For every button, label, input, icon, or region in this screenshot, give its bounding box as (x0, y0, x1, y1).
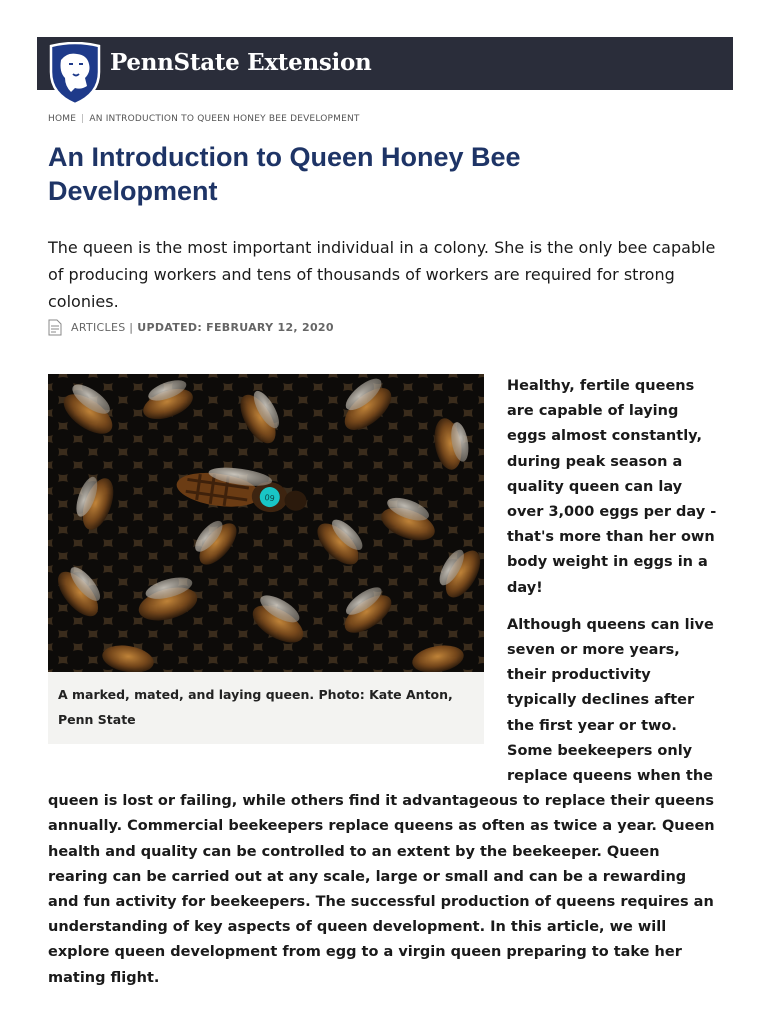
body-paragraph: Healthy, fertile queens are capable of laying eggs almost constantly, during peak season a quality queen can lay over 3,000 eggs per day - that's more than her own body weight in eggs in a day! (507, 378, 717, 596)
breadcrumb-separator: | (81, 114, 85, 124)
article-lede: The queen is the most important individual in a colony. She is the only bee capable of producing workers and tens of thousands of workers are required for strong colonies. (48, 238, 716, 311)
article-type-link[interactable]: ARTICLES | (71, 320, 134, 334)
site-header (37, 37, 733, 90)
breadcrumb (48, 114, 360, 124)
svg-text:09: 09 (263, 492, 276, 504)
article-body (48, 374, 720, 1003)
breadcrumb-home-link[interactable]: HOME (48, 114, 77, 124)
article-meta (48, 318, 334, 336)
page-title: An Introduction to Queen Honey Bee Development (48, 142, 521, 206)
brand-wordmark[interactable]: PennState Extension (110, 49, 372, 76)
nittany-lion-shield-icon[interactable] (47, 42, 103, 106)
figure-caption: A marked, mated, and laying queen. Photo: Kate Anton, Penn State (58, 687, 453, 727)
breadcrumb-current: AN INTRODUCTION TO QUEEN HONEY BEE DEVELOPMENT (89, 114, 360, 124)
updated-date: UPDATED: FEBRUARY 12, 2020 (137, 320, 334, 334)
document-icon (48, 319, 62, 336)
figure-spacer (48, 374, 507, 780)
body-paragraph: Although queens can live seven or more years, their productivity typically declines after the first year or two. Some beekeepers only replace queens when the queen is lost or failing, while others find it advantageous to replace their queens annually. Commercial beekeepers replace queens as often as twice a year. Queen health and quality can be controlled to an extent by the beekeeper. Queen rearing can be carried out at any scale, large or small and can be a rewarding and fun activity for beekeepers. The successful production of queens requires an understanding of key aspects of queen development. In this article, we will explore queen development from egg to a virgin queen preparing to take her mating flight. (48, 616, 715, 986)
